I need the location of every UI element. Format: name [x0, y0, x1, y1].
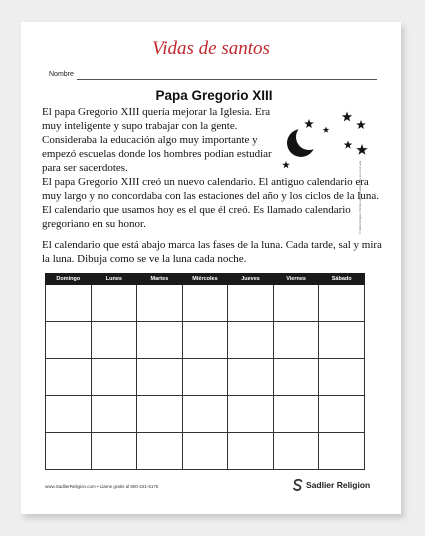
calendar-day-cell	[319, 322, 365, 359]
calendar-day-cell	[91, 359, 137, 396]
header-title: Vidas de santos	[152, 38, 270, 59]
calendar-day-cell	[46, 433, 92, 470]
calendar-week-row	[46, 359, 365, 396]
day-header: Jueves	[228, 274, 274, 285]
day-header: Lunes	[91, 274, 137, 285]
calendar-day-cell	[319, 433, 365, 470]
calendar-day-cell	[137, 285, 183, 322]
calendar-day-cell	[319, 396, 365, 433]
calendar-header-row	[46, 274, 365, 285]
day-header: Martes	[137, 274, 183, 285]
calendar-week-row	[46, 322, 365, 359]
calendar-week-row	[46, 433, 365, 470]
calendar-day-cell	[182, 359, 228, 396]
calendar-day-cell	[273, 285, 319, 322]
name-label: Nombre	[49, 71, 74, 78]
name-line	[77, 79, 377, 80]
logo-text: Sadlier Religion	[306, 480, 371, 490]
document-title: Papa Gregorio XIII	[155, 88, 273, 103]
calendar-day-cell	[137, 359, 183, 396]
calendar-day-cell	[319, 285, 365, 322]
calendar-day-cell	[91, 322, 137, 359]
calendar-week-row	[46, 285, 365, 322]
calendar-week-row	[46, 396, 365, 433]
calendar-day-cell	[273, 359, 319, 396]
day-header: Sábado	[319, 274, 365, 285]
calendar-day-cell	[228, 285, 274, 322]
calendar-day-cell	[46, 322, 92, 359]
calendar-day-cell	[228, 433, 274, 470]
calendar-day-cell	[46, 396, 92, 433]
copyright-side-text: © Sadlier Religion. Permiso para reproducir para uso en el aula.	[359, 160, 362, 234]
calendar-day-cell	[91, 396, 137, 433]
calendar-day-cell	[91, 433, 137, 470]
calendar-day-cell	[182, 285, 228, 322]
calendar-day-cell	[182, 396, 228, 433]
day-header: Domingo	[46, 274, 92, 285]
paragraph-1: El papa Gregorio XIII quería mejorar la Iglesia. Era muy inteligente y supo trabajar con la gente. Consideraba la educación algo muy importante y empezó escuelas donde los hombres podían estudiar para ser sacerdotes.	[42, 106, 272, 174]
calendar-day-cell	[273, 396, 319, 433]
calendar-day-cell	[137, 396, 183, 433]
calendar-day-cell	[273, 433, 319, 470]
calendar-day-cell	[182, 433, 228, 470]
sadlier-logo	[293, 479, 370, 491]
calendar-day-cell	[137, 433, 183, 470]
calendar-day-cell	[228, 359, 274, 396]
calendar-day-cell	[137, 322, 183, 359]
calendar-day-cell	[46, 359, 92, 396]
calendar-day-cell	[228, 396, 274, 433]
day-header: Viernes	[273, 274, 319, 285]
footer-text: www.SadlierReligion.com • Llame gratis al 800-221-5175	[45, 484, 159, 489]
calendar-day-cell	[273, 322, 319, 359]
paragraph-3: El calendario que está abajo marca las fases de la luna. Cada tarde, sal y mira la luna. Dibuja como se ve la luna cada noche.	[42, 239, 382, 265]
calendar-day-cell	[228, 322, 274, 359]
calendar-day-cell	[182, 322, 228, 359]
worksheet-page	[21, 22, 401, 514]
paragraph-2: El papa Gregorio XIII creó un nuevo calendario. El antiguo calendario era muy largo y no concordaba con las estaciones del año y los ciclos de la luna. El calendario que usamos hoy es el que él creó. Es llamado calendario gregoriano en su honor.	[42, 176, 380, 230]
moon-calendar	[45, 273, 365, 470]
calendar-day-cell	[91, 285, 137, 322]
day-header: Miércoles	[182, 274, 228, 285]
sadlier-s-icon	[293, 479, 303, 491]
calendar-day-cell	[46, 285, 92, 322]
calendar-day-cell	[319, 359, 365, 396]
